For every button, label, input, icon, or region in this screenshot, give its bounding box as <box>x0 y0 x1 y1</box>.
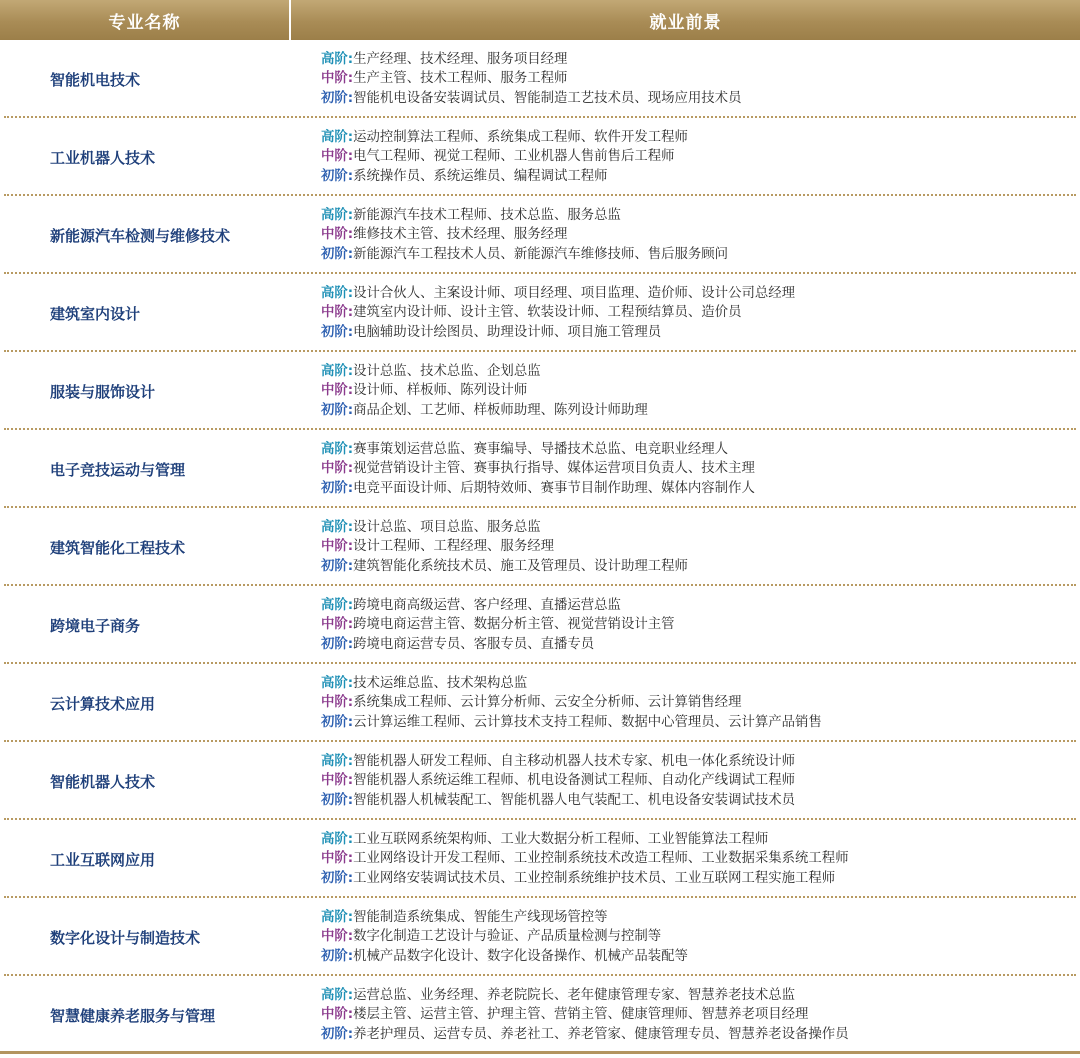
career-text-high: 生产经理、技术经理、服务项目经理 <box>353 51 568 67</box>
career-text-high: 工业互联网系统架构师、工业大数据分析工程师、工业智能算法工程师 <box>353 831 769 847</box>
career-text-high: 智能机器人研发工程师、自主移动机器人技术专家、机电一体化系统设计师 <box>353 753 796 769</box>
major-name: 工业机器人技术 <box>50 148 156 167</box>
level-label-low: 初阶: <box>321 792 354 808</box>
career-line-high <box>321 596 1078 616</box>
level-label-mid: 中阶: <box>321 149 354 165</box>
career-line-low <box>321 245 1078 265</box>
level-label-mid: 中阶: <box>321 305 354 321</box>
level-label-mid: 中阶: <box>321 929 354 945</box>
career-text-mid: 系统集成工程师、云计算分析师、云安全分析师、云计算销售经理 <box>353 695 742 711</box>
career-line-low <box>321 323 1078 343</box>
table-row <box>0 352 1080 430</box>
career-line-low <box>321 947 1078 967</box>
level-label-low: 初阶: <box>321 714 354 730</box>
level-label-mid: 中阶: <box>321 539 354 555</box>
career-text-high: 设计合伙人、主案设计师、项目经理、项目监理、造价师、设计公司总经理 <box>353 285 796 301</box>
career-text-mid: 视觉营销设计主管、赛事执行指导、媒体运营项目负责人、技术主理 <box>353 461 755 477</box>
level-label-mid: 中阶: <box>321 383 354 399</box>
career-text-low: 云计算运维工程师、云计算技术支持工程师、数据中心管理员、云计算产品销售 <box>353 714 822 730</box>
level-label-low: 初阶: <box>321 480 354 496</box>
career-text-low: 新能源汽车工程技术人员、新能源汽车维修技师、售后服务顾问 <box>353 246 729 262</box>
header-major: 专业名称 <box>0 0 289 40</box>
career-text-mid: 数字化制造工艺设计与验证、产品质量检测与控制等 <box>353 929 662 945</box>
career-line-mid <box>321 303 1078 323</box>
career-line-low <box>321 791 1078 811</box>
career-line-high <box>321 206 1078 226</box>
career-text-low: 电竞平面设计师、后期特效师、赛事节目制作助理、媒体内容制作人 <box>353 480 755 496</box>
career-line-high <box>321 908 1078 928</box>
career-line-low <box>321 713 1078 733</box>
table-body <box>0 40 1080 1054</box>
level-label-low: 初阶: <box>321 1026 354 1042</box>
career-text-low: 跨境电商运营专员、客服专员、直播专员 <box>353 636 595 652</box>
level-label-high: 高阶: <box>321 207 354 223</box>
career-text-mid: 智能机器人系统运维工程师、机电设备测试工程师、自动化产线调试工程师 <box>353 773 796 789</box>
career-line-low <box>321 557 1078 577</box>
career-prospects <box>289 362 1078 421</box>
career-prospects <box>289 986 1078 1045</box>
major-name: 服装与服饰设计 <box>50 382 156 401</box>
career-text-low: 智能机器人机械装配工、智能机器人电气装配工、机电设备安装调试技术员 <box>353 792 796 808</box>
career-text-high: 设计总监、技术总监、企划总监 <box>353 363 541 379</box>
table-row <box>0 508 1080 586</box>
level-label-high: 高阶: <box>321 831 354 847</box>
career-text-mid: 工业网络设计开发工程师、工业控制系统技术改造工程师、工业数据采集系统工程师 <box>353 851 849 867</box>
level-label-mid: 中阶: <box>321 1007 354 1023</box>
major-name: 数字化设计与制造技术 <box>50 928 201 947</box>
level-label-mid: 中阶: <box>321 695 354 711</box>
career-text-low: 电脑辅助设计绘图员、助理设计师、项目施工管理员 <box>353 324 662 340</box>
career-line-high <box>321 128 1078 148</box>
major-name: 跨境电子商务 <box>50 616 141 635</box>
level-label-mid: 中阶: <box>321 461 354 477</box>
major-name: 智能机器人技术 <box>50 772 156 791</box>
career-line-low <box>321 89 1078 109</box>
level-label-mid: 中阶: <box>321 851 354 867</box>
table-row <box>0 898 1080 976</box>
career-text-mid: 设计工程师、工程经理、服务经理 <box>353 539 554 555</box>
table-row <box>0 820 1080 898</box>
major-name: 云计算技术应用 <box>50 694 156 713</box>
table-row <box>0 586 1080 664</box>
level-label-low: 初阶: <box>321 168 354 184</box>
major-name: 新能源汽车检测与维修技术 <box>50 226 231 245</box>
career-line-mid <box>321 537 1078 557</box>
table-row <box>0 742 1080 820</box>
career-prospects <box>289 674 1078 733</box>
career-text-low: 养老护理员、运营专员、养老社工、养老管家、健康管理专员、智慧养老设备操作员 <box>353 1026 849 1042</box>
table-header <box>0 0 1080 40</box>
career-prospects <box>289 908 1078 967</box>
major-name: 建筑智能化工程技术 <box>50 538 186 557</box>
table-row <box>0 196 1080 274</box>
career-line-high <box>321 518 1078 538</box>
career-text-low: 机械产品数字化设计、数字化设备操作、机械产品装配等 <box>353 948 688 964</box>
level-label-low: 初阶: <box>321 90 354 106</box>
table-row <box>0 40 1080 118</box>
level-label-high: 高阶: <box>321 441 354 457</box>
career-line-mid <box>321 771 1078 791</box>
career-line-high <box>321 284 1078 304</box>
career-text-high: 赛事策划运营总监、赛事编导、导播技术总监、电竞职业经理人 <box>353 441 729 457</box>
level-label-high: 高阶: <box>321 363 354 379</box>
level-label-high: 高阶: <box>321 753 354 769</box>
table-row <box>0 118 1080 196</box>
career-text-mid: 电气工程师、视觉工程师、工业机器人售前售后工程师 <box>353 149 675 165</box>
career-text-high: 智能制造系统集成、智能生产线现场管控等 <box>353 909 608 925</box>
career-line-low <box>321 167 1078 187</box>
career-line-low <box>321 479 1078 499</box>
career-prospects <box>289 50 1078 109</box>
career-line-mid <box>321 147 1078 167</box>
career-text-high: 技术运维总监、技术架构总监 <box>353 675 528 691</box>
career-prospects <box>289 206 1078 265</box>
career-line-low <box>321 635 1078 655</box>
career-line-mid <box>321 381 1078 401</box>
career-prospects <box>289 518 1078 577</box>
career-prospects <box>289 830 1078 889</box>
level-label-low: 初阶: <box>321 870 354 886</box>
career-line-mid <box>321 927 1078 947</box>
career-text-high: 运营总监、业务经理、养老院院长、老年健康管理专家、智慧养老技术总监 <box>353 987 796 1003</box>
level-label-high: 高阶: <box>321 129 354 145</box>
level-label-mid: 中阶: <box>321 227 354 243</box>
table-row <box>0 430 1080 508</box>
level-label-low: 初阶: <box>321 402 354 418</box>
level-label-high: 高阶: <box>321 285 354 301</box>
career-line-mid <box>321 459 1078 479</box>
level-label-high: 高阶: <box>321 519 354 535</box>
level-label-mid: 中阶: <box>321 773 354 789</box>
career-text-low: 系统操作员、系统运维员、编程调试工程师 <box>353 168 608 184</box>
career-prospects <box>289 128 1078 187</box>
major-name: 电子竞技运动与管理 <box>50 460 186 479</box>
career-text-mid: 维修技术主管、技术经理、服务经理 <box>353 227 568 243</box>
major-name: 建筑室内设计 <box>50 304 141 323</box>
career-prospects <box>289 440 1078 499</box>
level-label-low: 初阶: <box>321 558 354 574</box>
career-text-mid: 楼层主管、运营主管、护理主管、营销主管、健康管理师、智慧养老项目经理 <box>353 1007 809 1023</box>
level-label-low: 初阶: <box>321 246 354 262</box>
career-line-low <box>321 1025 1078 1045</box>
career-line-high <box>321 362 1078 382</box>
level-label-high: 高阶: <box>321 51 354 67</box>
career-text-mid: 生产主管、技术工程师、服务工程师 <box>353 71 568 87</box>
level-label-high: 高阶: <box>321 909 354 925</box>
table-row <box>0 976 1080 1054</box>
major-name: 工业互联网应用 <box>50 850 156 869</box>
career-line-mid <box>321 225 1078 245</box>
level-label-low: 初阶: <box>321 324 354 340</box>
major-name: 智慧健康养老服务与管理 <box>50 1006 216 1025</box>
career-line-high <box>321 674 1078 694</box>
level-label-high: 高阶: <box>321 987 354 1003</box>
career-text-mid: 设计师、样板师、陈列设计师 <box>353 383 528 399</box>
career-line-mid <box>321 69 1078 89</box>
career-text-low: 商品企划、工艺师、样板师助理、陈列设计师助理 <box>353 402 648 418</box>
career-text-low: 建筑智能化系统技术员、施工及管理员、设计助理工程师 <box>353 558 688 574</box>
table-row <box>0 274 1080 352</box>
level-label-high: 高阶: <box>321 675 354 691</box>
level-label-high: 高阶: <box>321 597 354 613</box>
career-line-high <box>321 752 1078 772</box>
career-prospects <box>289 752 1078 811</box>
level-label-mid: 中阶: <box>321 617 354 633</box>
header-prospects: 就业前景 <box>291 0 1080 40</box>
career-line-mid <box>321 849 1078 869</box>
career-text-high: 跨境电商高级运营、客户经理、直播运营总监 <box>353 597 621 613</box>
career-line-high <box>321 440 1078 460</box>
table-row <box>0 664 1080 742</box>
career-line-mid <box>321 693 1078 713</box>
career-line-high <box>321 50 1078 70</box>
career-text-mid: 建筑室内设计师、设计主管、软装设计师、工程预结算员、造价员 <box>353 305 742 321</box>
level-label-mid: 中阶: <box>321 71 354 87</box>
career-text-high: 新能源汽车技术工程师、技术总监、服务总监 <box>353 207 621 223</box>
career-text-low: 智能机电设备安装调试员、智能制造工艺技术员、现场应用技术员 <box>353 90 742 106</box>
level-label-low: 初阶: <box>321 948 354 964</box>
career-text-mid: 跨境电商运营主管、数据分析主管、视觉营销设计主管 <box>353 617 675 633</box>
career-line-mid <box>321 1005 1078 1025</box>
career-text-high: 设计总监、项目总监、服务总监 <box>353 519 541 535</box>
career-line-mid <box>321 615 1078 635</box>
career-text-low: 工业网络安装调试技术员、工业控制系统维护技术员、工业互联网工程实施工程师 <box>353 870 836 886</box>
career-line-high <box>321 830 1078 850</box>
career-prospects <box>289 596 1078 655</box>
level-label-low: 初阶: <box>321 636 354 652</box>
career-prospects <box>289 284 1078 343</box>
career-line-low <box>321 401 1078 421</box>
career-line-low <box>321 869 1078 889</box>
career-line-high <box>321 986 1078 1006</box>
career-text-high: 运动控制算法工程师、系统集成工程师、软件开发工程师 <box>353 129 688 145</box>
major-name: 智能机电技术 <box>50 70 141 89</box>
